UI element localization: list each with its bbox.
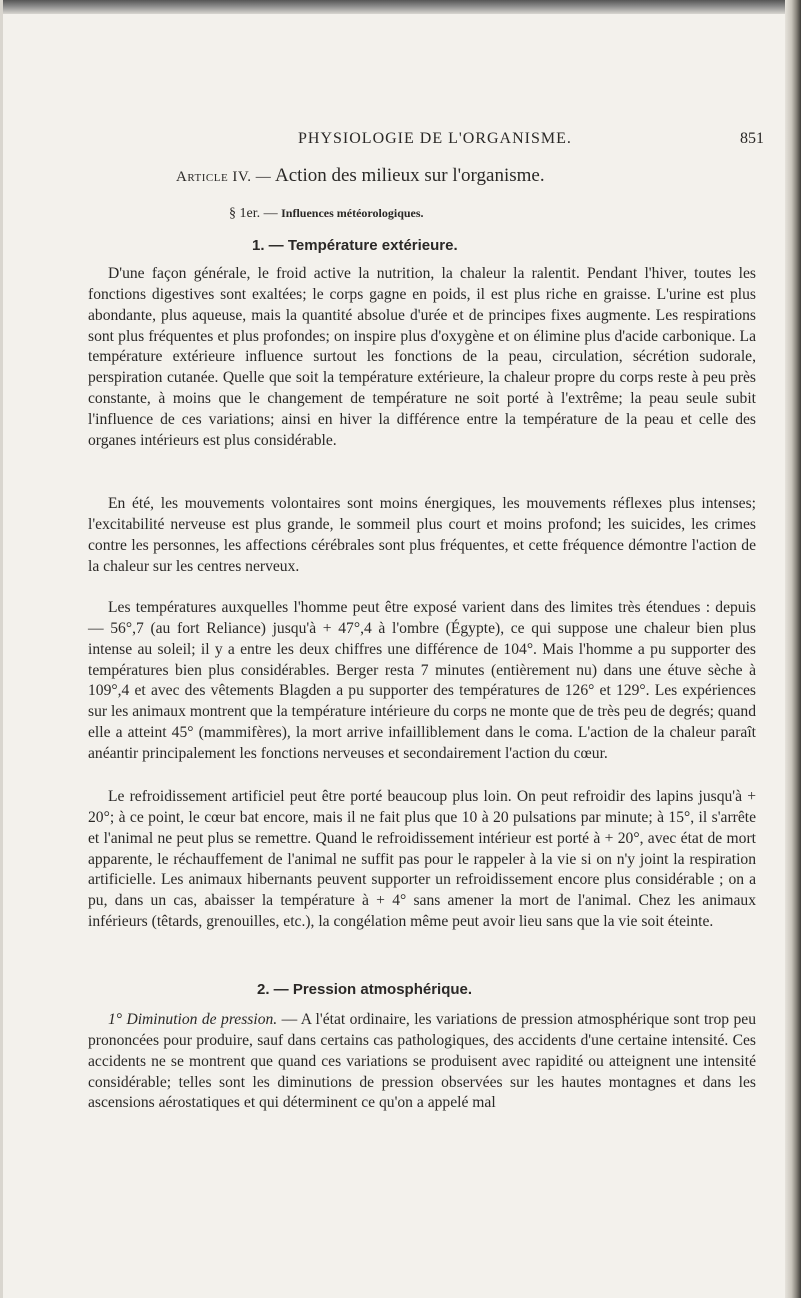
running-title: PHYSIOLOGIE DE L'ORGANISME. — [298, 130, 572, 147]
section-number: § 1er. — — [229, 206, 278, 221]
article-label: Article IV. — — [176, 169, 272, 185]
running-header — [0, 130, 801, 154]
paragraph-pressure — [88, 1010, 756, 1114]
paragraph: D'une façon générale, le froid active la nutrition, la chaleur la ralentit. Pendant l'hiver, toutes les fonctions digestives sont exaltées; le corps gagne en poids, il est plus riche en graisse. L'urine est plus abondante, plus aqueuse, mais la quantité absolue d'urée et de principes fixes augmente. Les respirations sont plus fréquentes et plus profondes; on inspire plus d'oxygène et on élimine plus d'acide carbonique. La température extérieure influence surtout les fonctions de la peau, circulation, sécrétion sudorale, perspiration cutanée. Quelle que soit la température extérieure, la chaleur propre du corps reste à peu près constante, à moins que le changement de température ne soit porté à l'extrême; la peau seule subit l'influence de ces variations; ainsi en hiver la différence entre la température de la peau et celle des organes intérieurs est plus considérable. — [88, 265, 756, 449]
article-heading — [176, 165, 796, 187]
pressure-body: — A l'état ordinaire, les variations de pression atmosphérique sont trop peu prononcées pour produire, sauf dans certains cas pathologiques, des accidents d'une certaine intensité. Ces accidents ne se montrent que quand ces variations se produisent avec rapidité ou atteignent une intensité considérable; telles sont les diminutions de pression observées sur les hautes montagnes et dans les ascensions aérostatiques et qui déterminent ce qu'on a appelé mal — [88, 1011, 756, 1112]
paragraph: En été, les mouvements volontaires sont moins énergiques, les mouvements réflexes plus intenses; l'excitabilité nerveuse est plus grande, le sommeil plus court et moins profond; les suicides, les crimes contre les personnes, les affections cérébrales sont plus fréquentes, et cette fréquence démontre l'action de la chaleur sur les centres nerveux. — [88, 495, 756, 575]
page-number: 851 — [740, 130, 764, 147]
subsection-title-temperature: 1. — Température extérieure. — [252, 237, 458, 254]
paragraph: Le refroidissement artificiel peut être porté beaucoup plus loin. On peut refroidir des lapins jusqu'à + 20°; à ce point, le cœur bat encore, mais il ne fait plus que 10 à 20 pulsations par minute; à 15°, il s'arrête et l'animal ne peut plus se remettre. Quand le refroidissement intérieur est porté à + 20°, avec état de mort apparente, le réchauffement de l'animal ne suffit pas pour le rappeler à la vie si on n'y joint la respiration artificielle. Les animaux hibernants peuvent supporter un refroidissement encore plus considérable ; on a pu, dans un cas, abaisser la température à + 4° sans amener la mort de l'animal. Chez les animaux inférieurs (têtards, grenouilles, etc.), la congélation même peut avoir lieu sans que la vie soit éteinte. — [88, 788, 756, 931]
section-heading — [229, 206, 729, 222]
section-title: Influences météorologiques. — [281, 206, 424, 220]
subsection-title-pressure: 2. — Pression atmosphérique. — [257, 981, 473, 998]
article-title: Action des milieux sur l'organisme. — [275, 165, 545, 186]
paragraph: Les températures auxquelles l'homme peut être exposé varient dans des limites très étendues : depuis — 56°,7 (au fort Reliance) jusqu'à + 47°,4 à l'ombre (Égypte), ce qui suppose une chaleur bien plus intense au soleil; il y a entre les deux chiffres une différence de 104°. Mais l'homme a pu supporter des températures bien plus considérables. Berger resta 7 minutes (entièrement nu) dans une étuve sèche à 109°,4 et avec des vêtements Blagden a pu supporter des températures de 126° et 129°. Les expériences sur les animaux montrent que la température intérieure du corps ne monte que de très peu de degrés; quand elle a atteint 45° (mammifères), la mort arrive infailliblement dans le coma. L'action de la chaleur paraît anéantir principalement les fonctions nerveuses et secondairement l'action du cœur. — [88, 599, 756, 762]
pressure-lead: 1° Diminution de pression. — [108, 1011, 278, 1028]
